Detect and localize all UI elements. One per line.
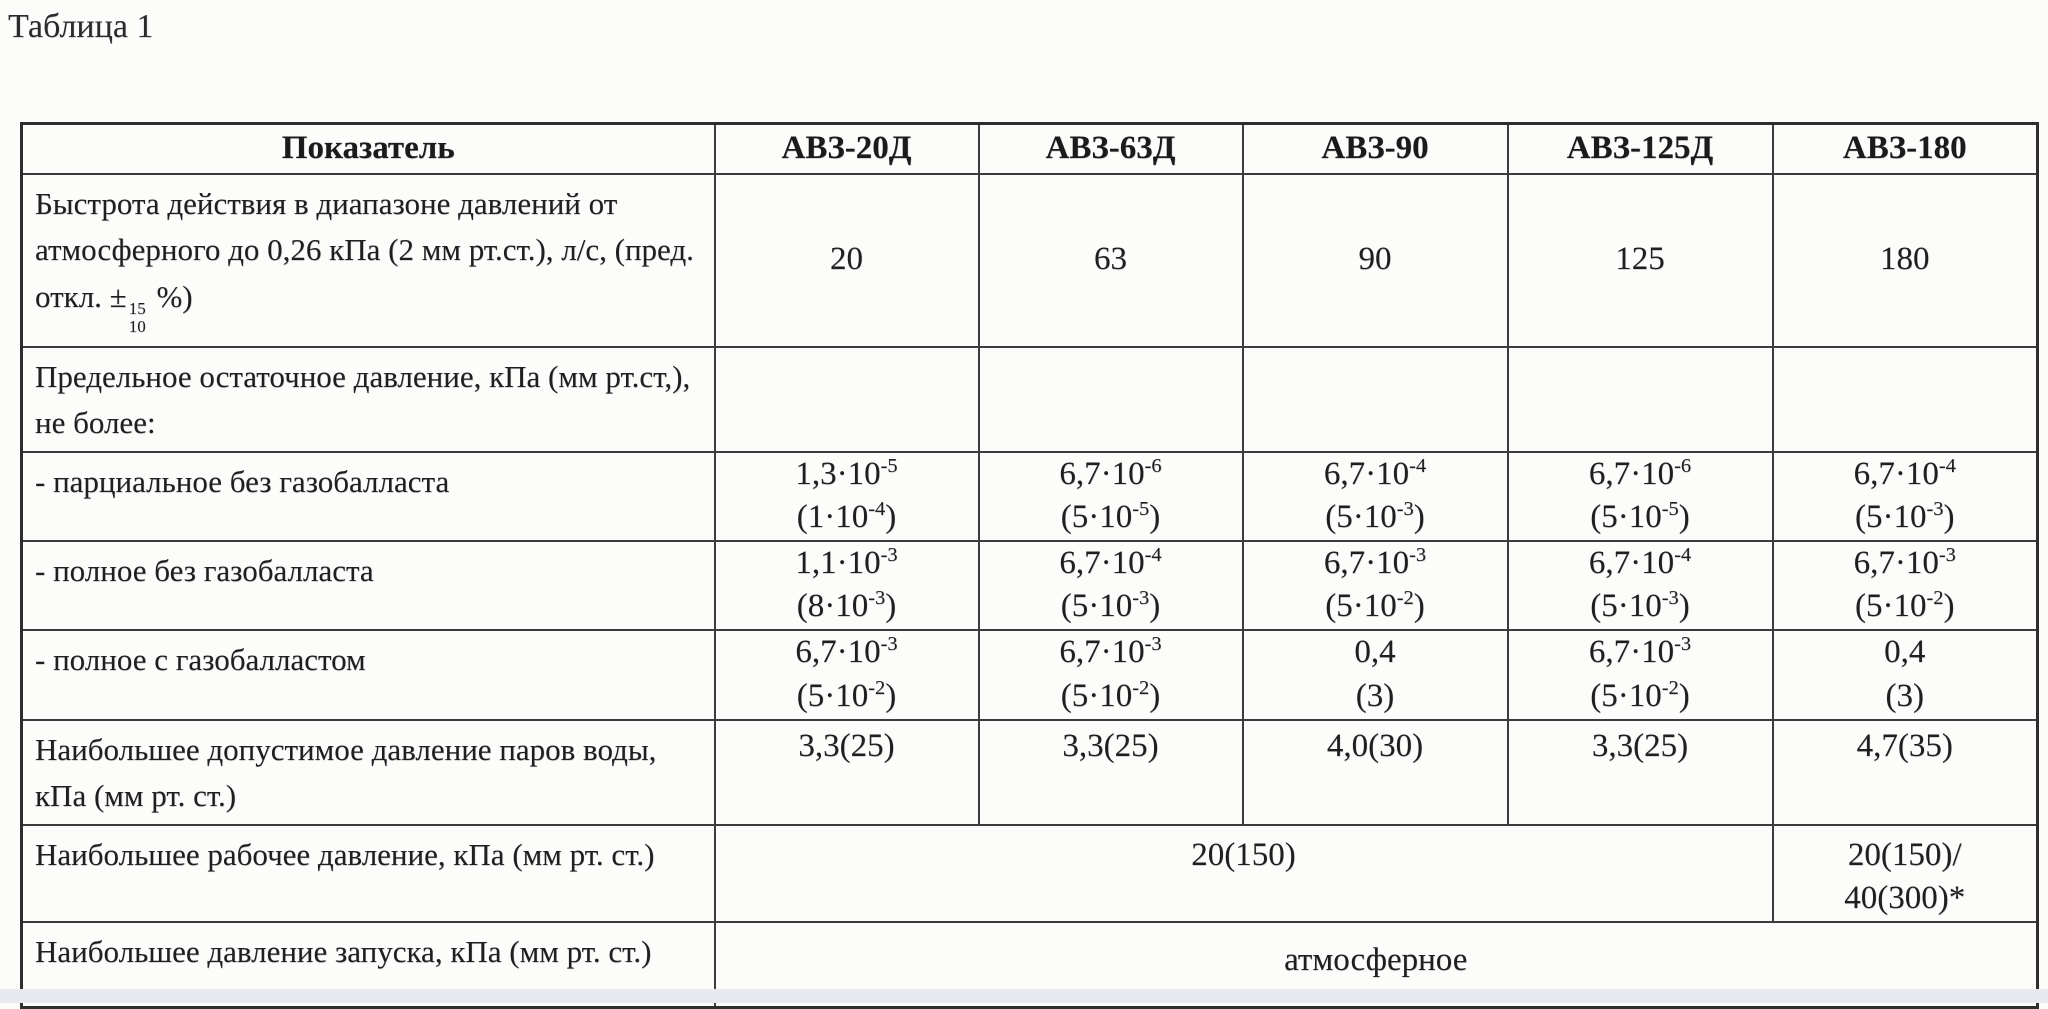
table-cell-empty [979, 347, 1243, 452]
table-cell-empty [1243, 347, 1508, 452]
table-cell [715, 541, 979, 630]
spec-table [20, 122, 2039, 1009]
table-cell [979, 452, 1243, 541]
row-label: Предельное остаточное давление, кПа (мм рт.ст,), не более: [22, 347, 715, 452]
table-cell: 3,3(25) [715, 720, 979, 825]
row-pumping-speed [22, 174, 2038, 347]
value-line: $6,7\cdot 10^{-3}$ [1059, 633, 1162, 671]
column-header-avz-90: АВЗ-90 [1243, 124, 1508, 174]
table-cell-empty [1773, 347, 2038, 452]
value-line: $(8\cdot 10^{-3})$ [796, 587, 897, 625]
value-line: $(5\cdot 10^{-2})$ [1325, 587, 1425, 625]
table-cell: 3,3(25) [979, 720, 1243, 825]
tolerance-bottom: 10 [128, 317, 146, 337]
value-line: $1,1\cdot 10^{-3}$ [795, 543, 898, 581]
table-cell: 90 [1243, 174, 1508, 347]
table-cell [1773, 630, 2038, 720]
table-cell: 125 [1508, 174, 1773, 347]
value-line: $6,7\cdot 10^{-6}$ [1588, 454, 1692, 492]
row-total-no-gas-ballast [22, 541, 2038, 630]
value-line: (3) [1355, 677, 1395, 714]
value-line: $(5\cdot 10^{-3})$ [1590, 587, 1690, 625]
value-line: $(5\cdot 10^{-3})$ [1325, 498, 1425, 536]
value-line: $(5\cdot 10^{-3})$ [1854, 498, 1955, 536]
row-label: Наибольшее рабочее давление, кПа (мм рт. ст.) [22, 825, 715, 922]
table-cell [1243, 452, 1508, 541]
value-line: $6,7\cdot 10^{-4}$ [1323, 454, 1427, 492]
table-cell: 20 [715, 174, 979, 347]
table-cell: 63 [979, 174, 1243, 347]
value-line: $6,7\cdot 10^{-3}$ [795, 633, 898, 671]
value-line: $(5\cdot 10^{-2})$ [796, 676, 897, 714]
value-line: $6,7\cdot 10^{-3}$ [1588, 633, 1692, 671]
column-header-avz-20d: АВЗ-20Д [715, 124, 979, 174]
value-line: $6,7\cdot 10^{-4}$ [1059, 543, 1162, 581]
value-line: $(5\cdot 10^{-2})$ [1854, 587, 1955, 625]
column-header-avz-125d: АВЗ-125Д [1508, 124, 1773, 174]
value-line: $(5\cdot 10^{-5})$ [1060, 498, 1161, 536]
table-cell [1243, 541, 1508, 630]
table-cell [715, 630, 979, 720]
table-cell [1508, 452, 1773, 541]
row-total-with-gas-ballast [22, 630, 2038, 720]
row-label: - полное без газобалласта [22, 541, 715, 630]
table-cell-merged: 20(150) [715, 825, 1773, 922]
row-label: - полное с газобалластом [22, 630, 715, 720]
value-line: 0,4 [1354, 634, 1396, 671]
table-cell [1243, 630, 1508, 720]
value-line: $6,7\cdot 10^{-4}$ [1588, 543, 1692, 581]
table-cell-merged: атмосферное [715, 922, 2038, 1008]
table-cell [715, 452, 979, 541]
value-line: $(5\cdot 10^{-2})$ [1060, 676, 1161, 714]
value-line: $1,3\cdot 10^{-5}$ [795, 454, 898, 492]
column-header-pokazatel: Показатель [22, 124, 715, 174]
row-label: Наибольшее допустимое давление паров воды, кПа (мм рт. ст.) [22, 720, 715, 825]
value-line: $6,7\cdot 10^{-3}$ [1853, 543, 1956, 581]
value-line: $6,7\cdot 10^{-3}$ [1323, 543, 1427, 581]
table-cell [1508, 541, 1773, 630]
row-max-water-vapour-pressure [22, 720, 2038, 825]
table-cell-empty [715, 347, 979, 452]
table-cell-empty [1508, 347, 1773, 452]
value-line: $(5\cdot 10^{-2})$ [1590, 676, 1690, 714]
value-line: (3) [1885, 677, 1924, 714]
value-line: $6,7\cdot 10^{-6}$ [1059, 454, 1162, 492]
value-line: 20(150)/ [1847, 836, 1962, 873]
row-ultimate-pressure-heading [22, 347, 2038, 452]
value-line: $(1\cdot 10^{-4})$ [796, 498, 897, 536]
column-header-avz-63d: АВЗ-63Д [979, 124, 1243, 174]
value-line: 0,4 [1884, 634, 1926, 671]
column-header-avz-180: АВЗ-180 [1773, 124, 2038, 174]
table-cell: 180 [1773, 174, 2038, 347]
table-cell [1773, 825, 2038, 922]
row-partial-no-gas-ballast [22, 452, 2038, 541]
table-cell: 3,3(25) [1508, 720, 1773, 825]
table-cell [979, 541, 1243, 630]
row-label: Наибольшее давление запуска, кПа (мм рт. ст.) [22, 922, 715, 1008]
table-cell: 4,0(30) [1243, 720, 1508, 825]
tolerance-fraction [129, 300, 146, 336]
row-max-working-pressure [22, 825, 2038, 922]
row-label [22, 174, 715, 347]
row-label: - парциальное без газобалласта [22, 452, 715, 541]
page-edge-strip [0, 989, 2048, 1003]
tolerance-top: 15 [128, 299, 146, 319]
table-cell [1508, 630, 1773, 720]
table-cell [979, 630, 1243, 720]
table-cell [1773, 541, 2038, 630]
label-text: %) [148, 278, 193, 314]
value-line: $(5\cdot 10^{-5})$ [1590, 498, 1690, 536]
label-text: Быстрота действия в диапазоне давлений от атмосферного до 0,26 кПа (2 мм рт.ст.), л/с, (пред. откл. ± [35, 185, 694, 314]
value-line: 40(300)* [1844, 880, 1966, 917]
table-caption: Таблица 1 [8, 8, 154, 45]
value-line: $6,7\cdot 10^{-4}$ [1853, 454, 1956, 492]
header-row [22, 124, 2038, 174]
table-cell: 4,7(35) [1773, 720, 2038, 825]
value-line: $(5\cdot 10^{-3})$ [1060, 587, 1161, 625]
table-cell [1773, 452, 2038, 541]
